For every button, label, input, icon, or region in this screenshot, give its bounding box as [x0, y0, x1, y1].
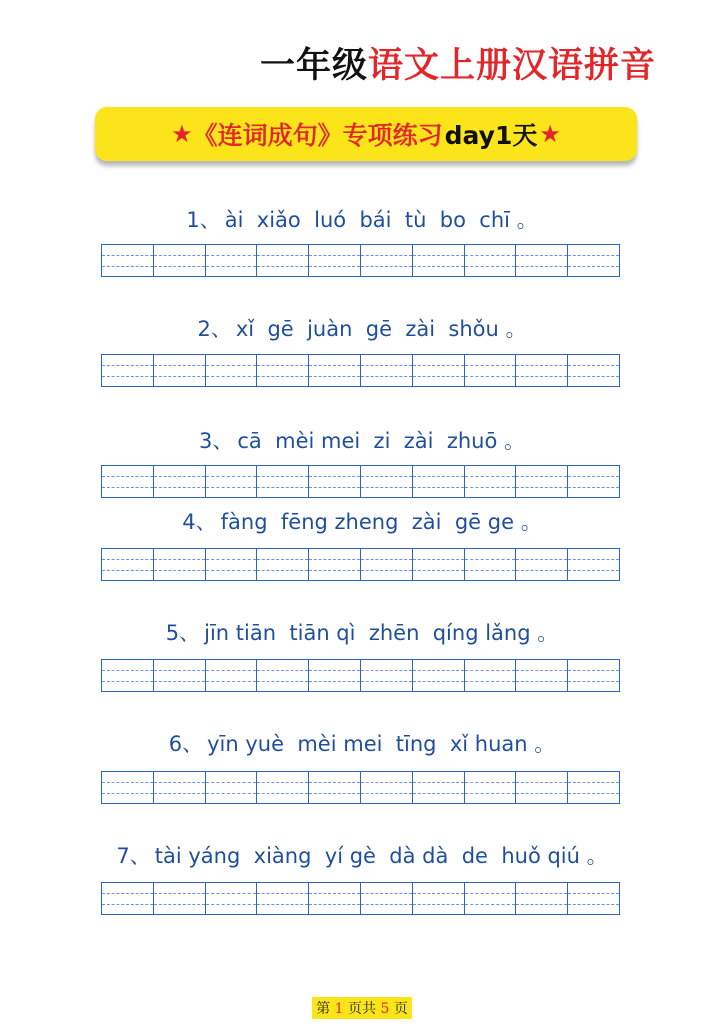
grid-cell[interactable]	[465, 883, 517, 914]
grid-cell[interactable]	[102, 355, 154, 386]
writing-grid-6[interactable]	[101, 771, 620, 804]
sentence-1	[0, 203, 724, 235]
grid-cell[interactable]	[516, 660, 568, 691]
grid-cell[interactable]	[465, 245, 517, 276]
grid-cell[interactable]	[516, 355, 568, 386]
sentence-pinyin: fàng fēng zheng zài gē ge 。	[220, 510, 542, 534]
current-page-number: 1	[334, 1001, 344, 1017]
grid-cell[interactable]	[257, 245, 309, 276]
grid-cell[interactable]	[102, 772, 154, 803]
star-icon: ★	[171, 120, 193, 148]
grid-cell[interactable]	[568, 660, 619, 691]
grid-cell[interactable]	[206, 772, 258, 803]
banner-day: day1天	[444, 121, 538, 150]
grid-cell[interactable]	[568, 466, 619, 497]
grid-cell[interactable]	[361, 772, 413, 803]
star-icon: ★	[539, 120, 561, 148]
grid-cell[interactable]	[102, 660, 154, 691]
grid-cell[interactable]	[568, 549, 619, 580]
grid-cell[interactable]	[102, 245, 154, 276]
grid-cell[interactable]	[465, 549, 517, 580]
grid-cell[interactable]	[413, 355, 465, 386]
page-footer	[0, 997, 724, 1019]
grid-cell[interactable]	[102, 466, 154, 497]
grid-cell[interactable]	[361, 245, 413, 276]
grid-cell[interactable]	[257, 355, 309, 386]
grid-cell[interactable]	[206, 245, 258, 276]
grid-cell[interactable]	[309, 466, 361, 497]
sentence-4	[0, 505, 724, 537]
grid-cell[interactable]	[413, 883, 465, 914]
sentence-3	[0, 424, 724, 456]
sentence-pinyin: cā mèi mei zi zài zhuō 。	[237, 429, 526, 453]
grid-cell[interactable]	[257, 883, 309, 914]
grid-cell[interactable]	[465, 355, 517, 386]
grid-cell[interactable]	[361, 660, 413, 691]
grid-cell[interactable]	[413, 549, 465, 580]
footer-prefix: 第	[316, 1001, 331, 1017]
grid-cell[interactable]	[516, 772, 568, 803]
sentence-pinyin: yīn yuè mèi mei tīng xǐ huan 。	[207, 732, 556, 756]
sentence-2	[0, 312, 724, 344]
grid-cell[interactable]	[361, 355, 413, 386]
grid-cell[interactable]	[568, 245, 619, 276]
grid-cell[interactable]	[568, 772, 619, 803]
grid-cell[interactable]	[568, 883, 619, 914]
sentence-7	[0, 839, 724, 871]
writing-grid-5[interactable]	[101, 659, 620, 692]
grid-cell[interactable]	[309, 772, 361, 803]
sentence-pinyin: jīn tiān tiān qì zhēn qíng lǎng 。	[204, 621, 559, 645]
grid-cell[interactable]	[206, 883, 258, 914]
sentence-number: 7、	[116, 844, 151, 868]
grid-cell[interactable]	[309, 549, 361, 580]
sentence-5	[0, 616, 724, 648]
sentence-pinyin: ài xiǎo luó bái tù bo chī 。	[224, 208, 538, 232]
writing-grid-7[interactable]	[101, 882, 620, 915]
sentence-number: 4、	[182, 510, 217, 534]
grid-cell[interactable]	[413, 466, 465, 497]
sentence-pinyin: xǐ gē juàn gē zài shǒu 。	[235, 317, 527, 341]
grid-cell[interactable]	[361, 883, 413, 914]
grid-cell[interactable]	[257, 772, 309, 803]
grid-cell[interactable]	[516, 549, 568, 580]
grid-cell[interactable]	[206, 466, 258, 497]
sentence-number: 6、	[168, 732, 204, 756]
grid-cell[interactable]	[309, 355, 361, 386]
sentence-number: 3、	[198, 429, 234, 453]
grid-cell[interactable]	[257, 660, 309, 691]
writing-grid-1[interactable]	[101, 244, 620, 277]
grid-cell[interactable]	[154, 883, 206, 914]
sentence-number: 5、	[165, 621, 201, 645]
grid-cell[interactable]	[309, 883, 361, 914]
sentence-number: 2、	[197, 317, 232, 341]
grid-cell[interactable]	[154, 355, 206, 386]
grid-cell[interactable]	[413, 245, 465, 276]
writing-grid-2[interactable]	[101, 354, 620, 387]
exercise-banner	[95, 107, 637, 161]
sentence-pinyin: tài yáng xiàng yí gè dà dà de huǒ qiú 。	[154, 844, 608, 868]
grid-cell[interactable]	[516, 245, 568, 276]
grid-cell[interactable]	[154, 549, 206, 580]
footer-middle: 页共	[348, 1001, 376, 1017]
footer-suffix: 页	[393, 1001, 408, 1017]
grid-cell[interactable]	[154, 772, 206, 803]
grid-cell[interactable]	[206, 660, 258, 691]
grid-cell[interactable]	[154, 466, 206, 497]
page-title	[0, 38, 724, 88]
grid-cell[interactable]	[206, 549, 258, 580]
grid-cell[interactable]	[102, 549, 154, 580]
grid-cell[interactable]	[309, 245, 361, 276]
grid-cell[interactable]	[465, 466, 517, 497]
grid-cell[interactable]	[465, 660, 517, 691]
title-grade: 一年级	[259, 46, 368, 86]
grid-cell[interactable]	[413, 772, 465, 803]
grid-cell[interactable]	[568, 355, 619, 386]
grid-cell[interactable]	[361, 549, 413, 580]
writing-grid-3[interactable]	[101, 465, 620, 498]
grid-cell[interactable]	[361, 466, 413, 497]
page-indicator	[312, 997, 412, 1019]
grid-cell[interactable]	[465, 772, 517, 803]
grid-cell[interactable]	[102, 883, 154, 914]
banner-title: 《连词成句》专项练习	[192, 121, 443, 150]
grid-cell[interactable]	[257, 466, 309, 497]
total-pages-number: 5	[380, 1001, 390, 1017]
title-subject: 语文上册汉语拼音	[367, 46, 656, 86]
grid-cell[interactable]	[516, 883, 568, 914]
sentence-number: 1、	[186, 208, 221, 232]
grid-cell[interactable]	[154, 245, 206, 276]
grid-cell[interactable]	[206, 355, 258, 386]
grid-cell[interactable]	[516, 466, 568, 497]
grid-cell[interactable]	[309, 660, 361, 691]
grid-cell[interactable]	[413, 660, 465, 691]
grid-cell[interactable]	[257, 549, 309, 580]
grid-cell[interactable]	[154, 660, 206, 691]
writing-grid-4[interactable]	[101, 548, 620, 581]
sentence-6	[0, 727, 724, 759]
